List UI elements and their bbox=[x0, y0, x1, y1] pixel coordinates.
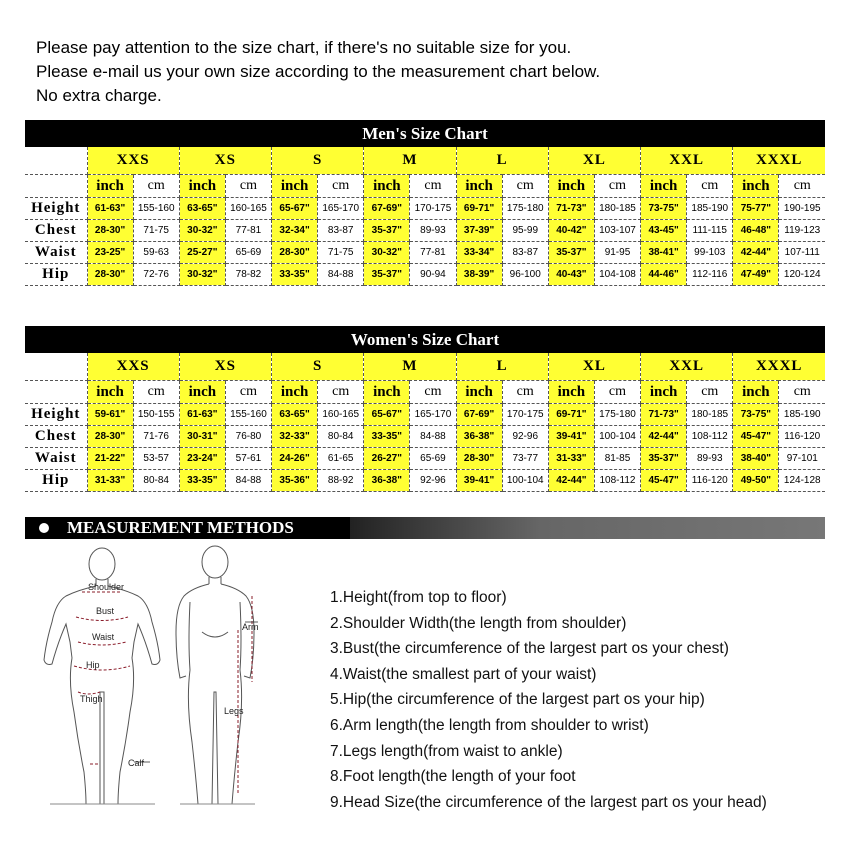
hip-label: Hip bbox=[86, 660, 100, 670]
value-cm: 71-76 bbox=[133, 426, 179, 448]
value-cm: 89-93 bbox=[410, 220, 456, 242]
value-cm: 77-81 bbox=[410, 242, 456, 264]
unit-cm: cm bbox=[133, 381, 179, 404]
size-label: S bbox=[272, 147, 364, 175]
value-cm: 155-160 bbox=[225, 404, 271, 426]
value-inch: 73-75" bbox=[733, 404, 779, 426]
value-cm: 77-81 bbox=[225, 220, 271, 242]
value-inch: 30-32" bbox=[179, 220, 225, 242]
size-label: XS bbox=[179, 147, 271, 175]
value-inch: 73-75" bbox=[641, 198, 687, 220]
value-inch: 40-42" bbox=[548, 220, 594, 242]
unit-cm: cm bbox=[318, 175, 364, 198]
unit-cm: cm bbox=[502, 175, 548, 198]
size-label: XXXL bbox=[733, 353, 825, 381]
value-inch: 37-39" bbox=[456, 220, 502, 242]
value-inch: 65-67" bbox=[272, 198, 318, 220]
intro-line: Please pay attention to the size chart, if there's no suitable size for you. bbox=[36, 38, 572, 57]
size-label: XXL bbox=[641, 147, 733, 175]
unit-cm: cm bbox=[410, 175, 456, 198]
size-header-row bbox=[25, 353, 825, 381]
value-inch: 32-34" bbox=[272, 220, 318, 242]
table-row bbox=[25, 404, 825, 426]
value-cm: 108-112 bbox=[594, 470, 640, 492]
value-cm: 95-99 bbox=[502, 220, 548, 242]
method-item: 8.Foot length(the length of your foot bbox=[330, 768, 576, 786]
size-label: XXXL bbox=[733, 147, 825, 175]
value-inch: 32-33" bbox=[272, 426, 318, 448]
value-inch: 47-49" bbox=[733, 264, 779, 286]
value-cm: 83-87 bbox=[318, 220, 364, 242]
value-inch: 36-38" bbox=[364, 470, 410, 492]
value-cm: 91-95 bbox=[594, 242, 640, 264]
mens-size-chart bbox=[25, 120, 825, 286]
value-cm: 107-111 bbox=[779, 242, 825, 264]
value-inch: 23-25" bbox=[87, 242, 133, 264]
unit-inch: inch bbox=[733, 175, 779, 198]
value-cm: 57-61 bbox=[225, 448, 271, 470]
method-item: 5.Hip(the circumference of the largest part os your hip) bbox=[330, 691, 705, 709]
value-inch: 61-63" bbox=[87, 198, 133, 220]
mens-chart-title: Men's Size Chart bbox=[25, 120, 825, 147]
value-inch: 30-32" bbox=[179, 264, 225, 286]
value-inch: 23-24" bbox=[179, 448, 225, 470]
value-inch: 30-32" bbox=[364, 242, 410, 264]
value-cm: 81-85 bbox=[594, 448, 640, 470]
unit-inch: inch bbox=[641, 381, 687, 404]
value-inch: 67-69" bbox=[456, 404, 502, 426]
value-inch: 63-65" bbox=[272, 404, 318, 426]
value-inch: 38-39" bbox=[456, 264, 502, 286]
row-label: Waist bbox=[25, 242, 87, 264]
row-label: Height bbox=[25, 404, 87, 426]
value-cm: 100-104 bbox=[502, 470, 548, 492]
value-cm: 103-107 bbox=[594, 220, 640, 242]
table-row bbox=[25, 220, 825, 242]
value-inch: 43-45" bbox=[641, 220, 687, 242]
value-inch: 71-73" bbox=[548, 198, 594, 220]
value-inch: 75-77" bbox=[733, 198, 779, 220]
size-label: XL bbox=[548, 147, 640, 175]
value-cm: 78-82 bbox=[225, 264, 271, 286]
unit-inch: inch bbox=[641, 175, 687, 198]
unit-cm: cm bbox=[687, 381, 733, 404]
value-cm: 104-108 bbox=[594, 264, 640, 286]
value-inch: 39-41" bbox=[548, 426, 594, 448]
value-inch: 30-31" bbox=[179, 426, 225, 448]
unit-cm: cm bbox=[687, 175, 733, 198]
unit-inch: inch bbox=[179, 175, 225, 198]
value-inch: 28-30" bbox=[87, 220, 133, 242]
value-cm: 84-88 bbox=[318, 264, 364, 286]
measurement-methods-title: MEASUREMENT METHODS bbox=[67, 518, 294, 537]
unit-inch: inch bbox=[272, 175, 318, 198]
size-header-row bbox=[25, 147, 825, 175]
method-item: 3.Bust(the circumference of the largest part os your chest) bbox=[330, 640, 729, 658]
value-cm: 90-94 bbox=[410, 264, 456, 286]
value-inch: 33-35" bbox=[272, 264, 318, 286]
unit-cm: cm bbox=[779, 381, 825, 404]
value-cm: 112-116 bbox=[687, 264, 733, 286]
value-cm: 92-96 bbox=[410, 470, 456, 492]
value-cm: 116-120 bbox=[779, 426, 825, 448]
unit-inch: inch bbox=[87, 175, 133, 198]
size-label: S bbox=[272, 353, 364, 381]
unit-header-row bbox=[25, 175, 825, 198]
mens-size-table bbox=[25, 147, 825, 286]
unit-inch: inch bbox=[179, 381, 225, 404]
value-inch: 21-22" bbox=[87, 448, 133, 470]
unit-cm: cm bbox=[779, 175, 825, 198]
table-row bbox=[25, 264, 825, 286]
unit-header-row bbox=[25, 381, 825, 404]
value-cm: 124-128 bbox=[779, 470, 825, 492]
value-inch: 44-46" bbox=[641, 264, 687, 286]
womens-size-chart bbox=[25, 326, 825, 492]
value-inch: 35-37" bbox=[364, 220, 410, 242]
value-cm: 92-96 bbox=[502, 426, 548, 448]
arm-label: Arm bbox=[242, 622, 259, 632]
unit-cm: cm bbox=[594, 381, 640, 404]
intro-line: No extra charge. bbox=[36, 86, 162, 105]
size-label: L bbox=[456, 353, 548, 381]
size-label: XXS bbox=[87, 147, 179, 175]
value-cm: 150-155 bbox=[133, 404, 179, 426]
value-cm: 116-120 bbox=[687, 470, 733, 492]
value-inch: 36-38" bbox=[456, 426, 502, 448]
value-inch: 65-67" bbox=[364, 404, 410, 426]
value-cm: 185-190 bbox=[779, 404, 825, 426]
calf-label: Calf bbox=[128, 758, 145, 768]
unit-inch: inch bbox=[548, 175, 594, 198]
value-inch: 31-33" bbox=[548, 448, 594, 470]
row-label: Height bbox=[25, 198, 87, 220]
value-cm: 99-103 bbox=[687, 242, 733, 264]
table-row bbox=[25, 242, 825, 264]
measurement-methods-list bbox=[330, 585, 767, 815]
value-inch: 38-40" bbox=[733, 448, 779, 470]
value-cm: 180-185 bbox=[687, 404, 733, 426]
intro-line: Please e-mail us your own size according to the measurement chart below. bbox=[36, 62, 601, 81]
row-label: Chest bbox=[25, 220, 87, 242]
body-figure-illustration bbox=[30, 542, 305, 822]
value-cm: 165-170 bbox=[318, 198, 364, 220]
value-cm: 160-165 bbox=[225, 198, 271, 220]
value-inch: 28-30" bbox=[456, 448, 502, 470]
value-inch: 59-61" bbox=[87, 404, 133, 426]
value-inch: 45-47" bbox=[641, 470, 687, 492]
unit-inch: inch bbox=[272, 381, 318, 404]
unit-inch: inch bbox=[733, 381, 779, 404]
value-inch: 35-37" bbox=[548, 242, 594, 264]
value-inch: 24-26" bbox=[272, 448, 318, 470]
bust-label: Bust bbox=[96, 606, 115, 616]
waist-label: Waist bbox=[92, 632, 115, 642]
bullet-icon bbox=[39, 523, 49, 533]
unit-inch: inch bbox=[456, 175, 502, 198]
value-inch: 35-36" bbox=[272, 470, 318, 492]
method-item: 4.Waist(the smallest part of your waist) bbox=[330, 665, 597, 683]
size-label: XS bbox=[179, 353, 271, 381]
value-cm: 65-69 bbox=[410, 448, 456, 470]
row-label: Waist bbox=[25, 448, 87, 470]
value-inch: 69-71" bbox=[456, 198, 502, 220]
value-cm: 108-112 bbox=[687, 426, 733, 448]
value-cm: 119-123 bbox=[779, 220, 825, 242]
value-inch: 26-27" bbox=[364, 448, 410, 470]
unit-cm: cm bbox=[225, 381, 271, 404]
value-inch: 38-41" bbox=[641, 242, 687, 264]
value-inch: 25-27" bbox=[179, 242, 225, 264]
value-cm: 185-190 bbox=[687, 198, 733, 220]
unit-inch: inch bbox=[364, 381, 410, 404]
value-inch: 45-47" bbox=[733, 426, 779, 448]
value-cm: 96-100 bbox=[502, 264, 548, 286]
value-inch: 71-73" bbox=[641, 404, 687, 426]
value-cm: 73-77 bbox=[502, 448, 548, 470]
value-inch: 33-34" bbox=[456, 242, 502, 264]
value-cm: 80-84 bbox=[318, 426, 364, 448]
value-inch: 35-37" bbox=[364, 264, 410, 286]
value-inch: 63-65" bbox=[179, 198, 225, 220]
value-cm: 89-93 bbox=[687, 448, 733, 470]
value-cm: 84-88 bbox=[225, 470, 271, 492]
value-cm: 71-75 bbox=[318, 242, 364, 264]
table-row bbox=[25, 448, 825, 470]
value-cm: 170-175 bbox=[410, 198, 456, 220]
value-inch: 61-63" bbox=[179, 404, 225, 426]
unit-cm: cm bbox=[318, 381, 364, 404]
value-cm: 160-165 bbox=[318, 404, 364, 426]
value-inch: 40-43" bbox=[548, 264, 594, 286]
value-cm: 84-88 bbox=[410, 426, 456, 448]
value-inch: 42-44" bbox=[641, 426, 687, 448]
value-cm: 175-180 bbox=[594, 404, 640, 426]
thigh-label: Thigh bbox=[80, 694, 103, 704]
shoulder-label: Shoulder bbox=[88, 582, 125, 592]
value-cm: 120-124 bbox=[779, 264, 825, 286]
unit-cm: cm bbox=[594, 175, 640, 198]
value-cm: 72-76 bbox=[133, 264, 179, 286]
value-inch: 31-33" bbox=[87, 470, 133, 492]
value-cm: 180-185 bbox=[594, 198, 640, 220]
value-inch: 28-30" bbox=[272, 242, 318, 264]
value-cm: 59-63 bbox=[133, 242, 179, 264]
value-cm: 71-75 bbox=[133, 220, 179, 242]
value-inch: 46-48" bbox=[733, 220, 779, 242]
value-inch: 42-44" bbox=[548, 470, 594, 492]
row-label: Hip bbox=[25, 264, 87, 286]
value-cm: 65-69 bbox=[225, 242, 271, 264]
table-row bbox=[25, 470, 825, 492]
method-item: 1.Height(from top to floor) bbox=[330, 589, 507, 606]
value-cm: 100-104 bbox=[594, 426, 640, 448]
value-inch: 49-50" bbox=[733, 470, 779, 492]
womens-size-table bbox=[25, 353, 825, 492]
size-label: M bbox=[364, 147, 456, 175]
unit-cm: cm bbox=[133, 175, 179, 198]
value-inch: 67-69" bbox=[364, 198, 410, 220]
unit-cm: cm bbox=[225, 175, 271, 198]
value-cm: 190-195 bbox=[779, 198, 825, 220]
value-cm: 97-101 bbox=[779, 448, 825, 470]
value-inch: 33-35" bbox=[364, 426, 410, 448]
table-row bbox=[25, 426, 825, 448]
row-label: Hip bbox=[25, 470, 87, 492]
size-label: XXS bbox=[87, 353, 179, 381]
womens-chart-title: Women's Size Chart bbox=[25, 326, 825, 353]
value-cm: 53-57 bbox=[133, 448, 179, 470]
unit-inch: inch bbox=[87, 381, 133, 404]
measurement-methods-header bbox=[25, 517, 825, 539]
method-item: 2.Shoulder Width(the length from shoulder) bbox=[330, 614, 627, 632]
value-cm: 88-92 bbox=[318, 470, 364, 492]
unit-inch: inch bbox=[548, 381, 594, 404]
value-cm: 83-87 bbox=[502, 242, 548, 264]
row-label: Chest bbox=[25, 426, 87, 448]
table-row bbox=[25, 198, 825, 220]
size-label: L bbox=[456, 147, 548, 175]
unit-inch: inch bbox=[456, 381, 502, 404]
method-item: 9.Head Size(the circumference of the largest part os your head) bbox=[330, 793, 767, 811]
value-cm: 61-65 bbox=[318, 448, 364, 470]
unit-cm: cm bbox=[502, 381, 548, 404]
value-cm: 170-175 bbox=[502, 404, 548, 426]
value-inch: 28-30" bbox=[87, 264, 133, 286]
method-item: 7.Legs length(from waist to ankle) bbox=[330, 742, 563, 760]
unit-cm: cm bbox=[410, 381, 456, 404]
value-cm: 111-115 bbox=[687, 220, 733, 242]
value-cm: 175-180 bbox=[502, 198, 548, 220]
method-item: 6.Arm length(the length from shoulder to wrist) bbox=[330, 716, 649, 734]
value-inch: 28-30" bbox=[87, 426, 133, 448]
value-inch: 69-71" bbox=[548, 404, 594, 426]
value-inch: 35-37" bbox=[641, 448, 687, 470]
value-inch: 39-41" bbox=[456, 470, 502, 492]
unit-inch: inch bbox=[364, 175, 410, 198]
value-cm: 76-80 bbox=[225, 426, 271, 448]
body-measurement-figures bbox=[30, 542, 305, 822]
size-label: XL bbox=[548, 353, 640, 381]
value-inch: 33-35" bbox=[179, 470, 225, 492]
intro-text bbox=[36, 36, 600, 108]
legs-label: Legs bbox=[224, 706, 244, 716]
value-cm: 165-170 bbox=[410, 404, 456, 426]
size-label: M bbox=[364, 353, 456, 381]
value-cm: 80-84 bbox=[133, 470, 179, 492]
value-inch: 42-44" bbox=[733, 242, 779, 264]
value-cm: 155-160 bbox=[133, 198, 179, 220]
size-label: XXL bbox=[641, 353, 733, 381]
